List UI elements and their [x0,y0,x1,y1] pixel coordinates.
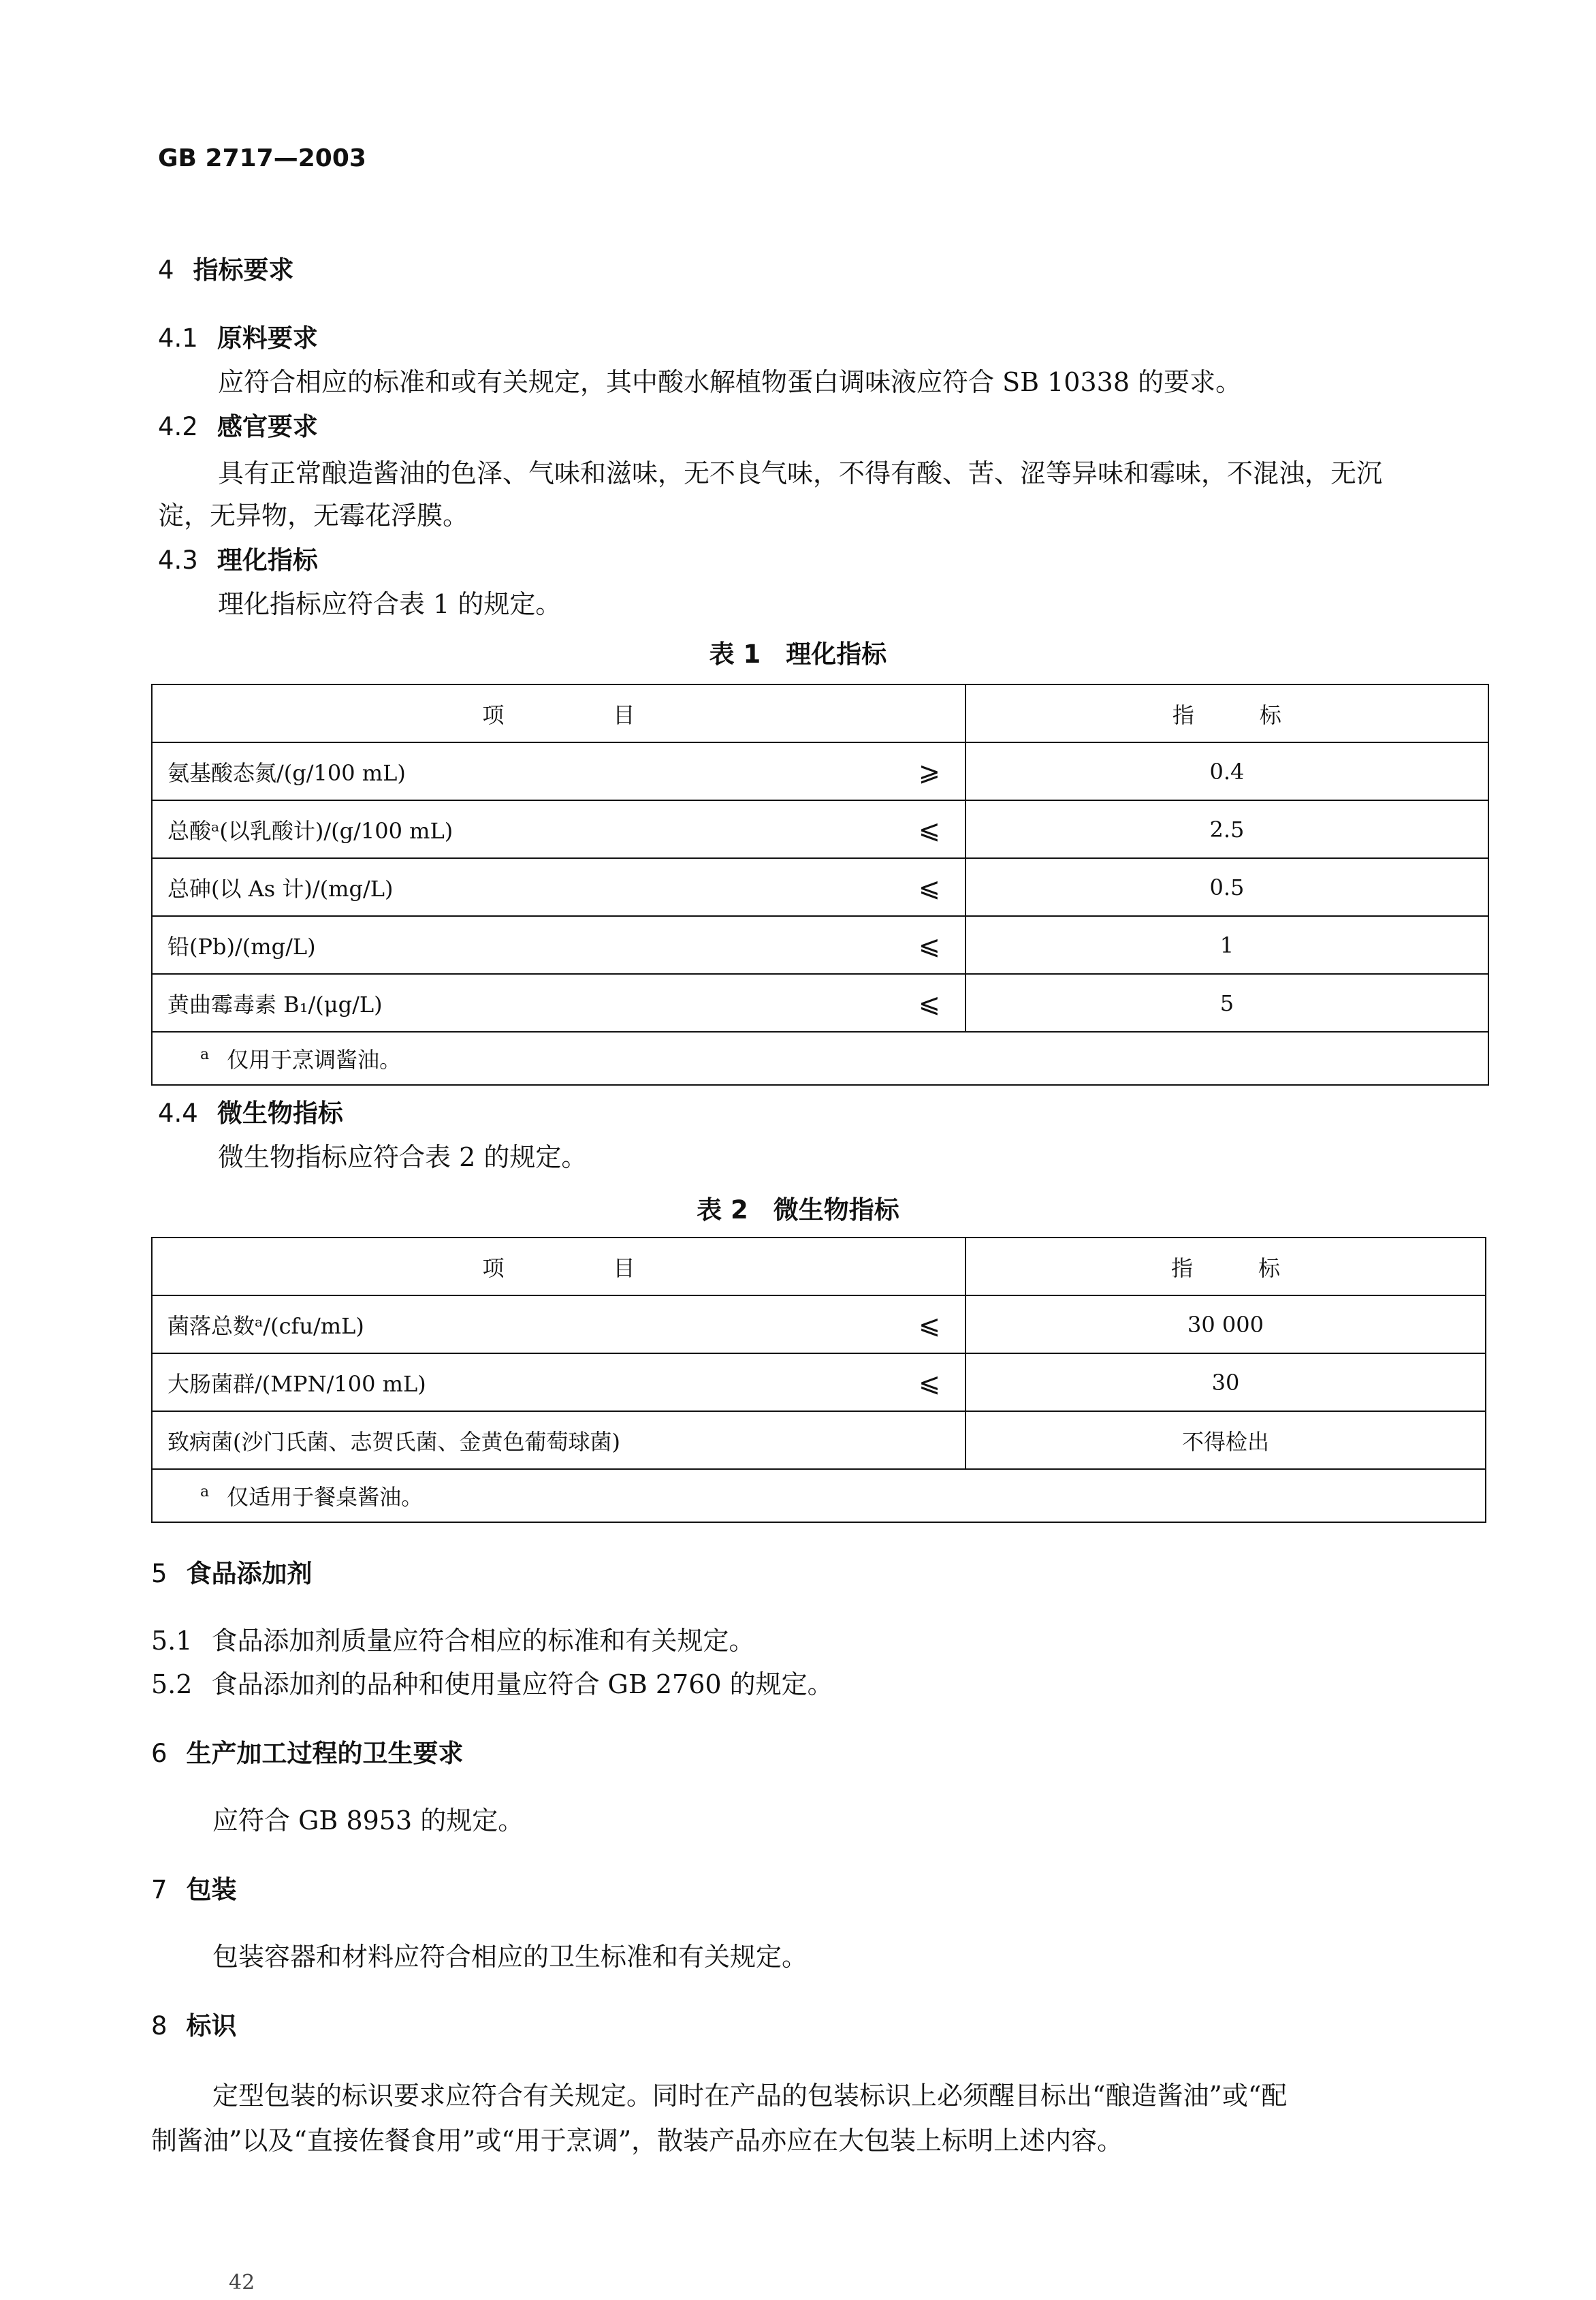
note-text: 仅用于烹调酱油。 [227,1047,402,1073]
section-5-1 [151,1617,754,1665]
section-6-text: 应符合 GB 8953 的规定。 [212,1806,524,1836]
row-item: 致病菌(沙门氏菌、志贺氏菌、金黄色葡萄球菌) [152,1411,965,1469]
section-number: 5.1 [151,1626,193,1656]
section-number: 8 [151,2011,167,2041]
section-title: 原料要求 [217,324,318,353]
table-row [152,974,1488,1032]
row-value: 0.4 [965,742,1488,800]
section-8-text-line1: 定型包装的标识要求应符合有关规定。同时在产品的包装标识上必须醒目标出“酿造酱油”或“配 [212,2081,1288,2111]
row-value: 30 [965,1353,1486,1411]
table-note [152,1032,1488,1085]
section-title: 包装 [186,1875,237,1904]
section-8-heading [151,2005,237,2042]
row-symbol: ⩽ [894,1353,965,1411]
row-item: 总酸ᵃ(以乳酸计)/(g/100 mL) [152,800,894,858]
section-number: 4.1 [158,324,198,353]
header-value: 指 标 [965,684,1488,742]
table-note-row [152,1032,1488,1085]
section-7-text: 包装容器和材料应符合相应的卫生标准和有关规定。 [212,1942,808,1972]
section-title: 理化指标 [217,546,318,575]
table-1 [151,684,1489,1086]
section-title: 生产加工过程的卫生要求 [186,1739,464,1768]
section-4-4-heading [158,1092,343,1129]
row-value: 2.5 [965,800,1488,858]
section-number: 4.4 [158,1099,198,1128]
section-4-1-text: 应符合相应的标准和或有关规定，其中酸水解植物蛋白调味液应符合 SB 10338 的要求。 [218,367,1242,397]
section-4-4-text: 微生物指标应符合表 2 的规定。 [218,1142,588,1172]
section-4-3-heading [158,539,318,576]
section-number: 4 [158,255,174,285]
section-4-heading [158,249,294,286]
section-text: 食品添加剂的品种和使用量应符合 GB 2760 的规定。 [211,1669,833,1699]
page-number: 42 [229,2271,255,2295]
row-value: 30 000 [965,1295,1486,1353]
table-1-title: 表 1 理化指标 [709,640,887,669]
row-item: 大肠菌群/(MPN/100 mL) [152,1353,894,1411]
section-number: 4.3 [158,546,198,575]
table-row [152,1411,1486,1469]
section-title: 指标要求 [193,255,294,285]
row-symbol: ⩽ [894,974,965,1032]
row-item: 菌落总数ᵃ/(cfu/mL) [152,1295,894,1353]
row-item: 黄曲霉毒素 B₁/(μg/L) [152,974,894,1032]
section-number: 5.2 [151,1669,193,1699]
row-value: 不得检出 [965,1411,1486,1469]
header-item: 项 目 [152,1238,965,1295]
section-number: 4.2 [158,412,198,441]
table-2 [151,1237,1486,1523]
section-7-heading [151,1869,237,1906]
section-text: 食品添加剂质量应符合相应的标准和有关规定。 [211,1626,755,1656]
table-note [152,1469,1486,1522]
header-item: 项 目 [152,684,965,742]
document-code: GB 2717—2003 [158,144,366,172]
row-value: 1 [965,916,1488,974]
section-number: 6 [151,1739,167,1768]
section-5-heading [151,1553,313,1590]
section-5-2 [151,1660,833,1708]
row-symbol: ⩽ [894,858,965,916]
row-symbol: ⩽ [894,800,965,858]
row-value: 5 [965,974,1488,1032]
table-row [152,1353,1486,1411]
note-mark: a [200,1483,210,1501]
section-title: 微生物指标 [217,1099,343,1128]
section-title: 食品添加剂 [186,1559,313,1588]
table-header-row [152,684,1488,742]
section-8-text-line2: 制酱油”以及“直接佐餐食用”或“用于烹调”，散装产品亦应在大包装上标明上述内容。 [151,2126,1123,2156]
table-header-row [152,1238,1486,1295]
section-title: 标识 [186,2011,237,2041]
note-text: 仅适用于餐桌酱油。 [227,1484,424,1510]
table-row [152,916,1488,974]
row-symbol: ⩽ [894,916,965,974]
note-mark: a [200,1046,210,1064]
section-4-1-heading [158,317,318,354]
section-number: 5 [151,1559,167,1588]
section-title: 感官要求 [217,412,318,441]
table-row [152,858,1488,916]
section-4-2-heading [158,406,318,443]
row-item: 氨基酸态氮/(g/100 mL) [152,742,894,800]
section-6-heading [151,1733,464,1769]
section-4-2-text-line2: 淀，无异物，无霉花浮膜。 [158,501,469,531]
section-number: 7 [151,1875,167,1904]
section-4-3-text: 理化指标应符合表 1 的规定。 [218,589,562,619]
table-row [152,742,1488,800]
table-row [152,800,1488,858]
header-value: 指 标 [965,1238,1486,1295]
table-note-row [152,1469,1486,1522]
row-value: 0.5 [965,858,1488,916]
section-4-2-text-line1: 具有正常酿造酱油的色泽、气味和滋味，无不良气味，不得有酸、苦、涩等异味和霉味，不混浊，无沉 [218,458,1383,488]
table-2-title: 表 2 微生物指标 [697,1195,899,1225]
table-row [152,1295,1486,1353]
row-item: 总砷(以 As 计)/(mg/L) [152,858,894,916]
row-symbol: ⩽ [894,1295,965,1353]
row-symbol: ⩾ [894,742,965,800]
row-item: 铅(Pb)/(mg/L) [152,916,894,974]
